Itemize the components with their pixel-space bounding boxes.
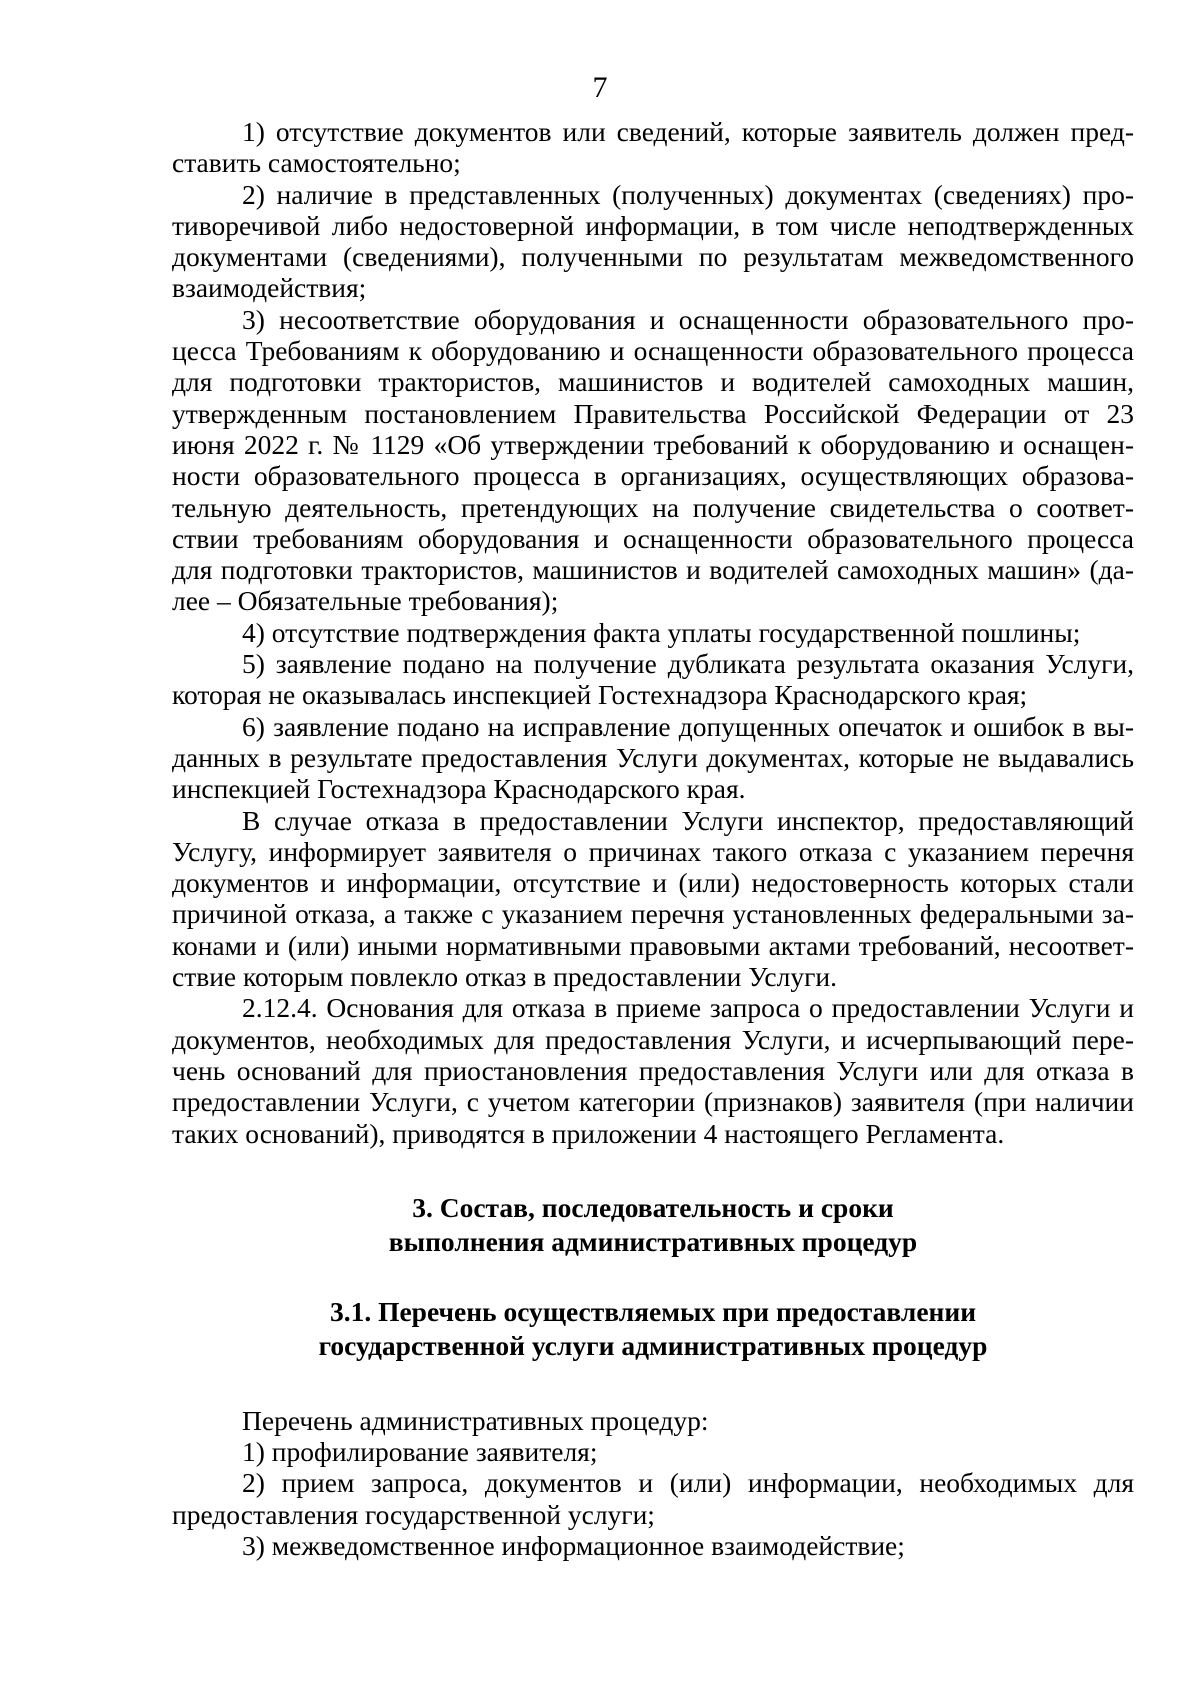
spacer — [172, 1259, 1134, 1295]
procedure-item-2: 2) прием запроса, документов и (или) информации, необходимых для предоставления государственной услуги; — [172, 1467, 1134, 1530]
subsection-heading-line-1: 3.1. Перечень осуществляемых при предоставлении — [329, 1295, 977, 1327]
paragraph-item-6: 6) заявление подано на исправление допущенных опечаток и ошибок в выданных в результате предоставления Услуги документах, которые не выдавались инспекцией Гостехнадзора Краснодарского края. — [172, 710, 1134, 805]
subsection-heading-line-2: государственной услуги административных процедур — [318, 1329, 988, 1361]
page-number: 7 — [592, 71, 608, 104]
paragraph-item-1: 1) отсутствие документов или сведений, которые заявитель должен представить самостоятельно; — [172, 116, 1134, 179]
procedure-item-3: 3) межведомственное информационное взаимодействие; — [242, 1529, 905, 1561]
section-heading-line-2: выполнения административных процедур — [388, 1225, 918, 1257]
document-body — [172, 116, 1134, 1561]
procedures-list-intro: Перечень административных процедур: — [242, 1404, 709, 1436]
paragraph-refusal-notice: В случае отказа в предоставлении Услуги инспектор, предоставляющий Услугу, информирует заявителя о причинах такого отказа с указанием перечня документов и информации, отсутствие и (или) недостоверность которых стали причиной отказа, а также с указанием перечня установленных федеральными законами и (или) иными нормативными правовыми актами требований, несоответствие которым повлекло отказ в предоставлении Услуги. — [172, 804, 1134, 993]
spacer — [172, 1149, 1134, 1191]
paragraph-2-12-4: 2.12.4. Основания для отказа в приеме запроса о предоставлении Услуги и документов, необходимых для предоставления Услуги, и исчерпывающий перечень оснований для приостановления предоставления Услуги или для отказа в предоставлении Услуги, с учетом категории (признаков) заявителя (при наличии таких оснований), приводятся в приложении 4 настоящего Регламента. — [172, 992, 1134, 1149]
procedure-item-1: 1) профилирование заявителя; — [242, 1436, 598, 1468]
paragraph-item-5: 5) заявление подано на получение дубликата результата оказания Услуги, которая не оказывалась инспекцией Гостехнадзора Краснодарского края; — [172, 648, 1134, 711]
paragraph-item-4: 4) отсутствие подтверждения факта уплаты государственной пошлины; — [242, 616, 1081, 648]
section-heading-line-1: 3. Состав, последовательность и сроки — [412, 1191, 894, 1223]
spacer — [172, 1363, 1134, 1405]
paragraph-item-3: 3) несоответствие оборудования и оснащенности образовательного процесса Требованиям к оборудованию и оснащенности образовательного процесса для подготовки трактористов, машинистов и водителей самоходных машин, утвержденным постановлением Правительства Российской Федерации от 23 июня 2022 г. № 1129 «Об утверждении требований к оборудованию и оснащенности образовательного процесса в организациях, осуществляющих образовательную деятельность, претендующих на получение свидетельства о соответствии требованиям оборудования и оснащенности образовательного процесса для подготовки трактористов, машинистов и водителей самоходных машин» (далее – Обязательные требования); — [172, 303, 1134, 617]
paragraph-item-2: 2) наличие в представленных (полученных) документах (сведениях) противоречивой либо недостоверной информации, в том числе неподтвержденных документами (сведениями), полученными по результатам межведомственного взаимодействия; — [172, 178, 1134, 304]
